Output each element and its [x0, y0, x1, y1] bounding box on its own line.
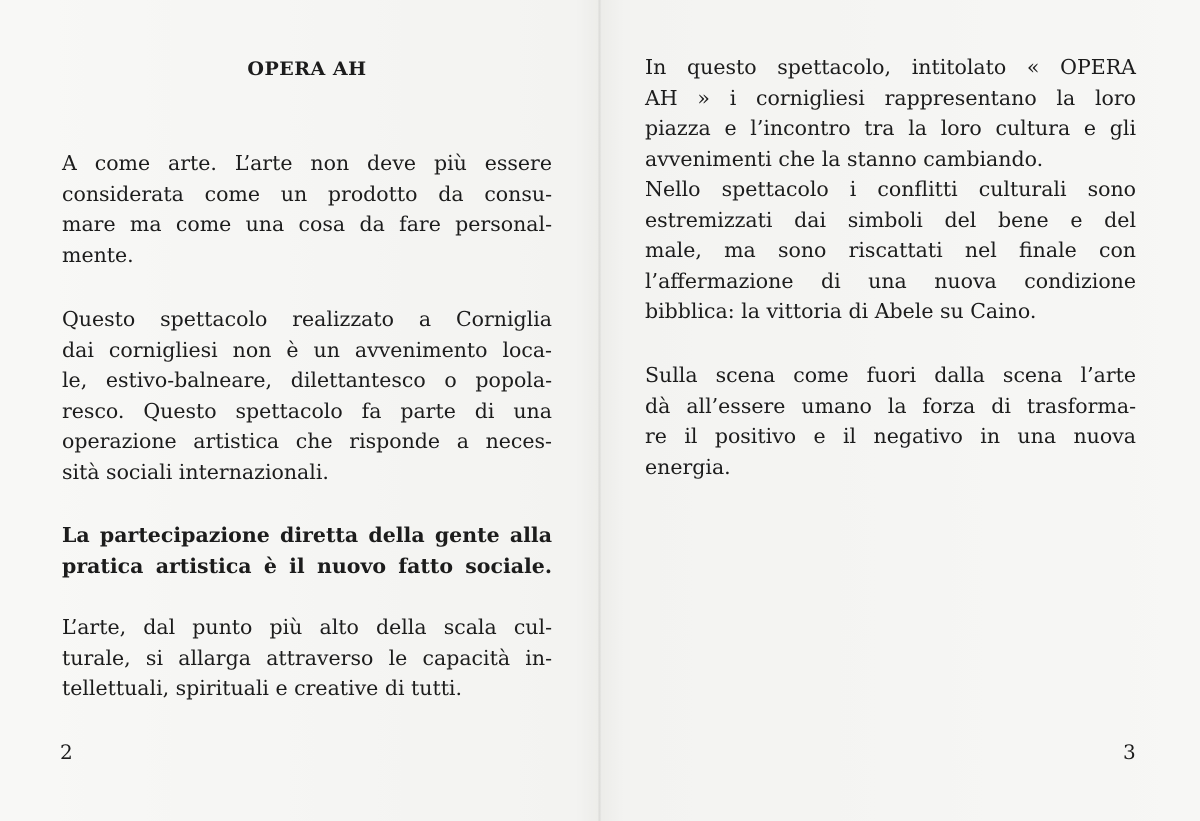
- left-paragraph-4: [62, 612, 552, 704]
- text-line: Nello spettacolo i conflitti culturali sono: [645, 177, 1136, 201]
- text-line: le, estivo-balneare, dilettantesco o popola-: [62, 368, 552, 392]
- text-line: mente.: [62, 242, 134, 267]
- left-paragraph-2: [62, 304, 552, 487]
- text-line: Questo spettacolo realizzato a Corniglia: [62, 307, 552, 331]
- text-line: AH » i cornigliesi rappresentano la loro: [645, 85, 1136, 110]
- right-page: [601, 0, 1200, 821]
- left-paragraph-1: [62, 148, 552, 270]
- text-line: operazione artistica che risponde a neces-: [62, 429, 552, 453]
- text-line: energia.: [645, 454, 731, 479]
- text-line: l’affermazione di una nuova condizione: [645, 268, 1136, 293]
- text-line: La partecipazione diretta della gente alla: [62, 523, 552, 547]
- text-line: pratica artistica è il nuovo fatto sociale.: [62, 553, 552, 578]
- text-line: Sulla scena come fuori dalla scena l’arte: [645, 363, 1136, 387]
- text-line: dà all’essere umano la forza di trasforma-: [645, 393, 1136, 418]
- text-line: A come arte. L’arte non deve più essere: [62, 151, 552, 175]
- left-page: [0, 0, 599, 821]
- text-line: L’arte, dal punto più alto della scala cul-: [62, 615, 552, 639]
- text-line: dai cornigliesi non è un avvenimento loca-: [62, 337, 552, 362]
- text-line: estremizzati dai simboli del bene e del: [645, 207, 1136, 232]
- page-number-left: 2: [60, 740, 73, 764]
- page-number-right: 3: [1123, 740, 1136, 764]
- text-line: bibblica: la vittoria di Abele su Caino.: [645, 299, 1037, 323]
- left-paragraph-3-bold: [62, 520, 552, 581]
- text-line: turale, si allarga attraverso le capacità in-: [62, 645, 552, 670]
- text-line: resco. Questo spettacolo fa parte di una: [62, 398, 552, 423]
- page-title: OPERA AH: [247, 58, 367, 80]
- text-line: piazza e l’incontro tra la loro cultura e gli: [645, 116, 1136, 140]
- text-line: In questo spettacolo, intitolato « OPERA: [645, 55, 1136, 79]
- text-line: re il positivo e il negativo in una nuova: [645, 424, 1136, 448]
- right-paragraph-1: [645, 52, 1136, 327]
- text-line: considerata come un prodotto da consu-: [62, 181, 552, 206]
- text-line: avvenimenti che la stanno cambiando.: [645, 146, 1044, 171]
- text-line: sità sociali internazionali.: [62, 459, 329, 484]
- text-line: tellettuali, spirituali e creative di tutti.: [62, 676, 463, 700]
- text-line: mare ma come una cosa da fare personal-: [62, 212, 552, 236]
- text-line: male, ma sono riscattati nel finale con: [645, 238, 1136, 262]
- right-paragraph-2: [645, 360, 1136, 482]
